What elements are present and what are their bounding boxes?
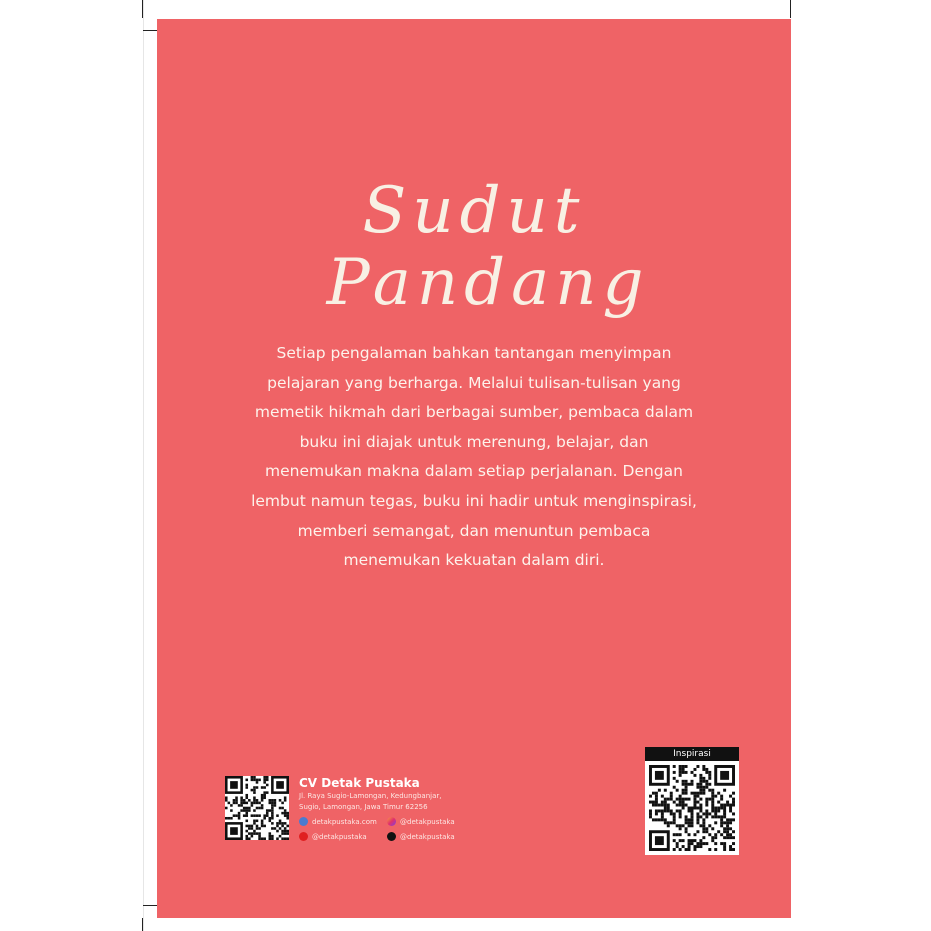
publisher-address-line-1: Jl. Raya Sugio-Lamongan, Kedungbanjar, — [299, 792, 442, 800]
inspirasi-qr-badge — [645, 747, 739, 855]
crop-mark — [142, 918, 143, 931]
crop-mark — [143, 905, 157, 906]
publisher-name: CV Detak Pustaka — [299, 776, 420, 790]
book-blurb: Setiap pengalaman bahkan tantangan menyimpan pelajaran yang berharga. Melalui tulisan-tulisan yang memetik hikmah dari berbagai sumber, pembaca dalam buku ini diajak untuk merenung, belajar, dan menemukan makna dalam setiap perjalanan. Dengan lembut namun tegas, buku ini hadir untuk menginspirasi, memberi semangat, dan menuntun pembaca menemukan kekuatan dalam diri. — [251, 344, 697, 570]
social-instagram-label: @detakpustaka — [400, 817, 455, 826]
social-tiktok — [387, 832, 455, 841]
crop-mark — [142, 0, 143, 18]
social-tiktok-label: @detakpustaka — [400, 832, 455, 841]
social-youtube-label: @detakpustaka — [312, 832, 367, 841]
social-row — [299, 816, 519, 827]
publisher-address-line-2: Sugio, Lamongan, Jawa Timur 62256 — [299, 802, 428, 811]
publisher-info — [299, 775, 519, 842]
tiktok-icon — [387, 832, 396, 841]
publisher-qr-code — [225, 776, 289, 840]
social-web-label: detakpustaka.com — [312, 817, 377, 826]
youtube-icon — [299, 832, 308, 841]
book-back-cover — [157, 19, 791, 918]
inspirasi-qr-code — [649, 765, 735, 855]
instagram-icon — [387, 817, 396, 826]
crop-mark — [143, 30, 157, 31]
social-web — [299, 817, 387, 826]
social-row — [299, 831, 519, 842]
crop-mark — [790, 0, 791, 18]
inspirasi-label: Inspirasi — [645, 747, 739, 761]
web-icon — [299, 817, 308, 826]
title-line-1: Sudut — [362, 174, 586, 248]
title-line-2: Pandang — [326, 246, 650, 320]
social-youtube — [299, 832, 387, 841]
social-instagram — [387, 817, 455, 826]
